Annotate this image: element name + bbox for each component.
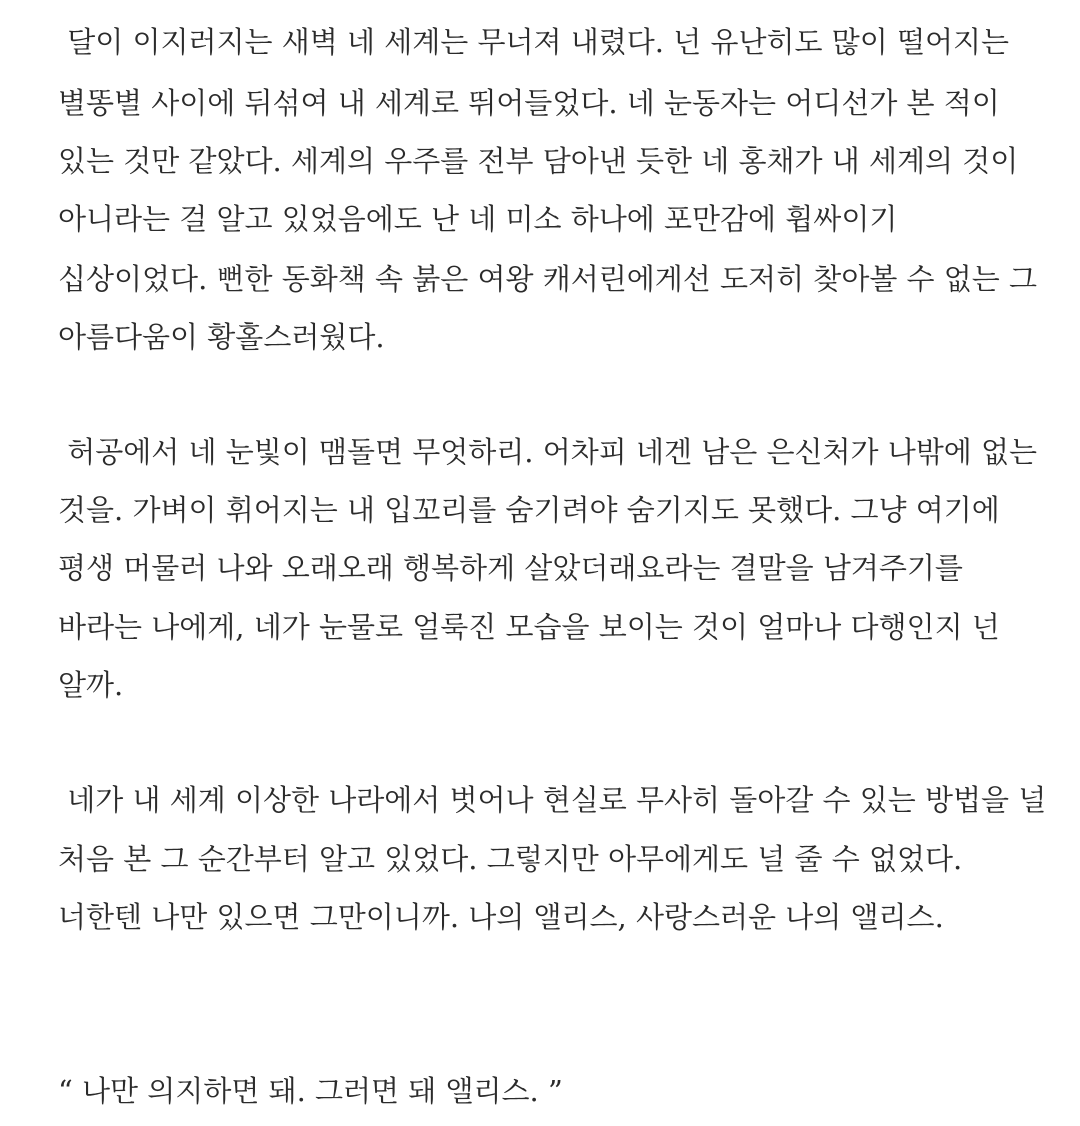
text-line: 바라는 나에게, 네가 눈물로 얼룩진 모습을 보이는 것이 얼마나 다행인지 넌 xyxy=(58,610,1000,644)
text-line: 평생 머물러 나와 오래오래 행복하게 살았더래요라는 결말을 남겨주기를 xyxy=(58,551,963,585)
text-line: 너한텐 나만 있으면 그만이니까. 나의 앨리스, 사랑스러운 나의 앨리스. xyxy=(58,900,944,934)
text-line: 있는 것만 같았다. 세계의 우주를 전부 담아낸 듯한 네 홍채가 내 세계의 것이 xyxy=(58,144,1019,178)
text-line: “ 나만 의지하면 돼. 그러면 돼 앨리스. ” xyxy=(58,1074,563,1108)
text-line: 네가 내 세계 이상한 나라에서 벗어나 현실로 무사히 돌아갈 수 있는 방법을 널 xyxy=(58,783,1047,817)
text-line: 아니라는 걸 알고 있었음에도 난 네 미소 하나에 포만감에 휩싸이기 xyxy=(58,202,898,236)
text-line: 아름다움이 황홀스러웠다. xyxy=(58,320,385,354)
text-line: 별똥별 사이에 뒤섞여 내 세계로 뛰어들었다. 네 눈동자는 어디선가 본 적이 xyxy=(58,86,1000,120)
text-line: 처음 본 그 순간부터 알고 있었다. 그렇지만 아무에게도 널 줄 수 없었다. xyxy=(58,842,963,876)
text-line: 달이 이지러지는 새벽 네 세계는 무너져 내렸다. 넌 유난히도 많이 떨어지는 xyxy=(58,25,1010,59)
text-line: 알까. xyxy=(58,668,124,702)
text-line: 것을. 가벼이 휘어지는 내 입꼬리를 숨기려야 숨기지도 못했다. 그냥 여기에 xyxy=(58,493,1000,527)
text-line: 십상이었다. 뻔한 동화책 속 붉은 여왕 캐서린에게선 도저히 찾아볼 수 없는 그 xyxy=(58,262,1038,296)
text-line: 허공에서 네 눈빛이 맴돌면 무엇하리. 어차피 네겐 남은 은신처가 나밖에 없는 xyxy=(58,435,1038,469)
